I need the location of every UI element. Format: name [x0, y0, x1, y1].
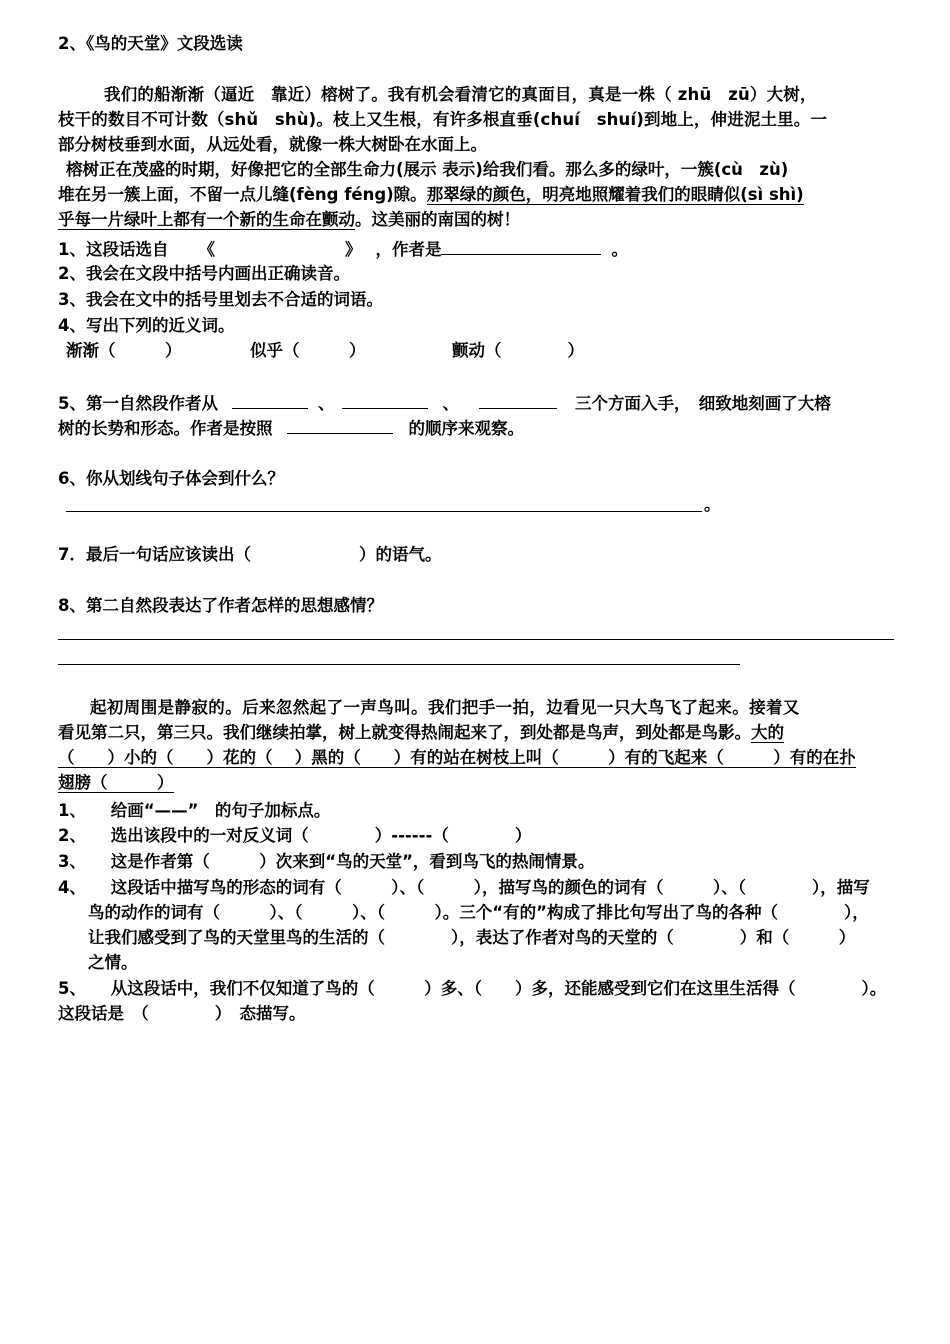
sub-question-5-line1: 5、 从这段话中，我们不仅知道了鸟的（ ）多、（ ）多，还能感受到它们在这里生活得（ ）。 [58, 979, 887, 998]
passage1-line2: 枝干的数目不可计数（shǔ shù)。枝上又生根，有许多根直垂(chuí shuí)到地上，伸进泥土里。一 [58, 110, 828, 129]
passage2-line1: 起初周围是静寂的。后来忽然起了一声鸟叫。我们把手一拍，边看见一只大鸟飞了起来。接着又 [90, 698, 800, 717]
q5-line2-prefix: 树的长势和形态。作者是按照 [58, 419, 273, 438]
passage2-line2-text: 看见第二只，第三只。我们继续拍掌，树上就变得热闹起来了，到处都是鸟声，到处都是鸟影。 [58, 723, 751, 742]
q5-prefix: 5、第一自然段作者从 [58, 394, 218, 413]
q5-blank-1[interactable] [232, 390, 308, 409]
question-5-line2 [58, 415, 524, 441]
q5-line2-suffix: 的顺序来观察。 [408, 419, 524, 438]
sub-question-4-line4: 之情。 [88, 953, 138, 972]
q4-word-3: 颤动（ ） [452, 341, 584, 360]
passage1-line5-text: 堆在另一簇上面，不留一点儿缝(fèng féng)隙。 [58, 185, 427, 204]
q1-close-bracket: 》 [344, 240, 362, 259]
passage1-line6 [58, 208, 520, 232]
q8-answer-line-2[interactable] [58, 664, 740, 665]
q1-author-blank[interactable] [441, 236, 601, 255]
q1-open-bracket: 《 [198, 240, 215, 259]
q6-answer-line[interactable] [66, 511, 702, 512]
q5-blank-3[interactable] [479, 390, 557, 409]
q4-word-2: 似乎（ ） [250, 341, 366, 360]
sub-question-4-line2: 鸟的动作的词有（ ）、（ ）、（ ）。三个“有的”构成了排比句写出了鸟的各种（ ）， [88, 903, 869, 922]
passage1-line6-text: 。这美丽的南国的树！ [355, 210, 520, 229]
q5-sep-2: 、 [442, 394, 459, 413]
q5-suffix: 三个方面入手， 细致地刻画了大榕 [574, 394, 831, 413]
underlined-sentence-part1: 那翠绿的颜色，明亮地照耀着我们的眼睛似(sì shì) [426, 185, 804, 204]
sub-question-4-line1: 4、 这段话中描写鸟的形态的词有（ ）、（ ），描写鸟的颜色的词有（ ）、（ ），描写 [58, 878, 870, 897]
question-3: 3、我会在文中的括号里划去不合适的词语。 [58, 290, 383, 309]
q7-prefix: 7．最后一句话应该读出（ [58, 545, 251, 564]
passage2-line2 [58, 721, 784, 745]
sub-question-3: 3、 这是作者第（ ）次来到“鸟的天堂”，看到鸟飞的热闹情景。 [58, 852, 595, 871]
q1-prefix: 1、这段话选自 [58, 240, 169, 259]
q8-answer-line-1[interactable] [58, 639, 894, 640]
q4-word-1: 渐渐（ ） [66, 341, 182, 360]
passage2-line3 [58, 746, 856, 770]
q5-blank-2[interactable] [342, 390, 428, 409]
passage2-underlined-1: 大的 [751, 723, 784, 742]
question-6: 6、你从划线句子体会到什么？ [58, 469, 284, 488]
sub-question-2: 2、 选出该段中的一对反义词（ ）------（ ） [58, 826, 532, 845]
question-1 [58, 236, 628, 262]
section-title: 2、《鸟的天堂》文段选读 [58, 34, 243, 53]
q7-suffix: ）的语气。 [358, 545, 442, 564]
passage1-line4: 榕树正在茂盛的时期，好像把它的全部生命力(展示 表示)给我们看。那么多的绿叶，一簇(cù zù) [66, 160, 789, 179]
question-8: 8、第二自然段表达了作者怎样的思想感情？ [58, 596, 383, 615]
passage2-underlined-2: （ ）小的（ ）花的（ ）黑的（ ）有的站在树枝上叫（ ）有的飞起来（ ）有的在扑 [58, 748, 856, 767]
q1-author-label: ，作者是 [375, 240, 442, 259]
q5-sep-1: 、 [317, 394, 335, 413]
question-4: 4、写出下列的近义词。 [58, 316, 235, 335]
passage1-line3: 部分树枝垂到水面，从远处看，就像一株大树卧在水面上。 [58, 135, 487, 154]
q1-end: 。 [611, 240, 628, 259]
question-7 [58, 543, 441, 567]
passage1-line5 [58, 183, 804, 207]
q6-end: 。 [704, 495, 721, 514]
question-2: 2、我会在文段中括号内画出正确读音。 [58, 264, 350, 283]
sub-question-4-line3: 让我们感受到了鸟的天堂里鸟的生活的（ ），表达了作者对鸟的天堂的（ ）和（ ） [88, 928, 856, 947]
passage2-underlined-3: 翅膀（ ） [58, 773, 174, 792]
passage1-line1: 我们的船渐渐（逼近 靠近）榕树了。我有机会看清它的真面目，真是一株（ zhū zū）大树， [104, 85, 817, 104]
question-5-line1 [58, 390, 831, 416]
underlined-sentence-part2: 乎每一片绿叶上都有一个新的生命在颤动 [58, 210, 355, 229]
q5-order-blank[interactable] [287, 415, 393, 434]
sub-question-5-line2: 这段话是 （ ） 态描写。 [58, 1004, 306, 1023]
sub-question-1: 1、 给画“——” 的句子加标点。 [58, 801, 331, 820]
passage2-line4 [58, 771, 174, 795]
